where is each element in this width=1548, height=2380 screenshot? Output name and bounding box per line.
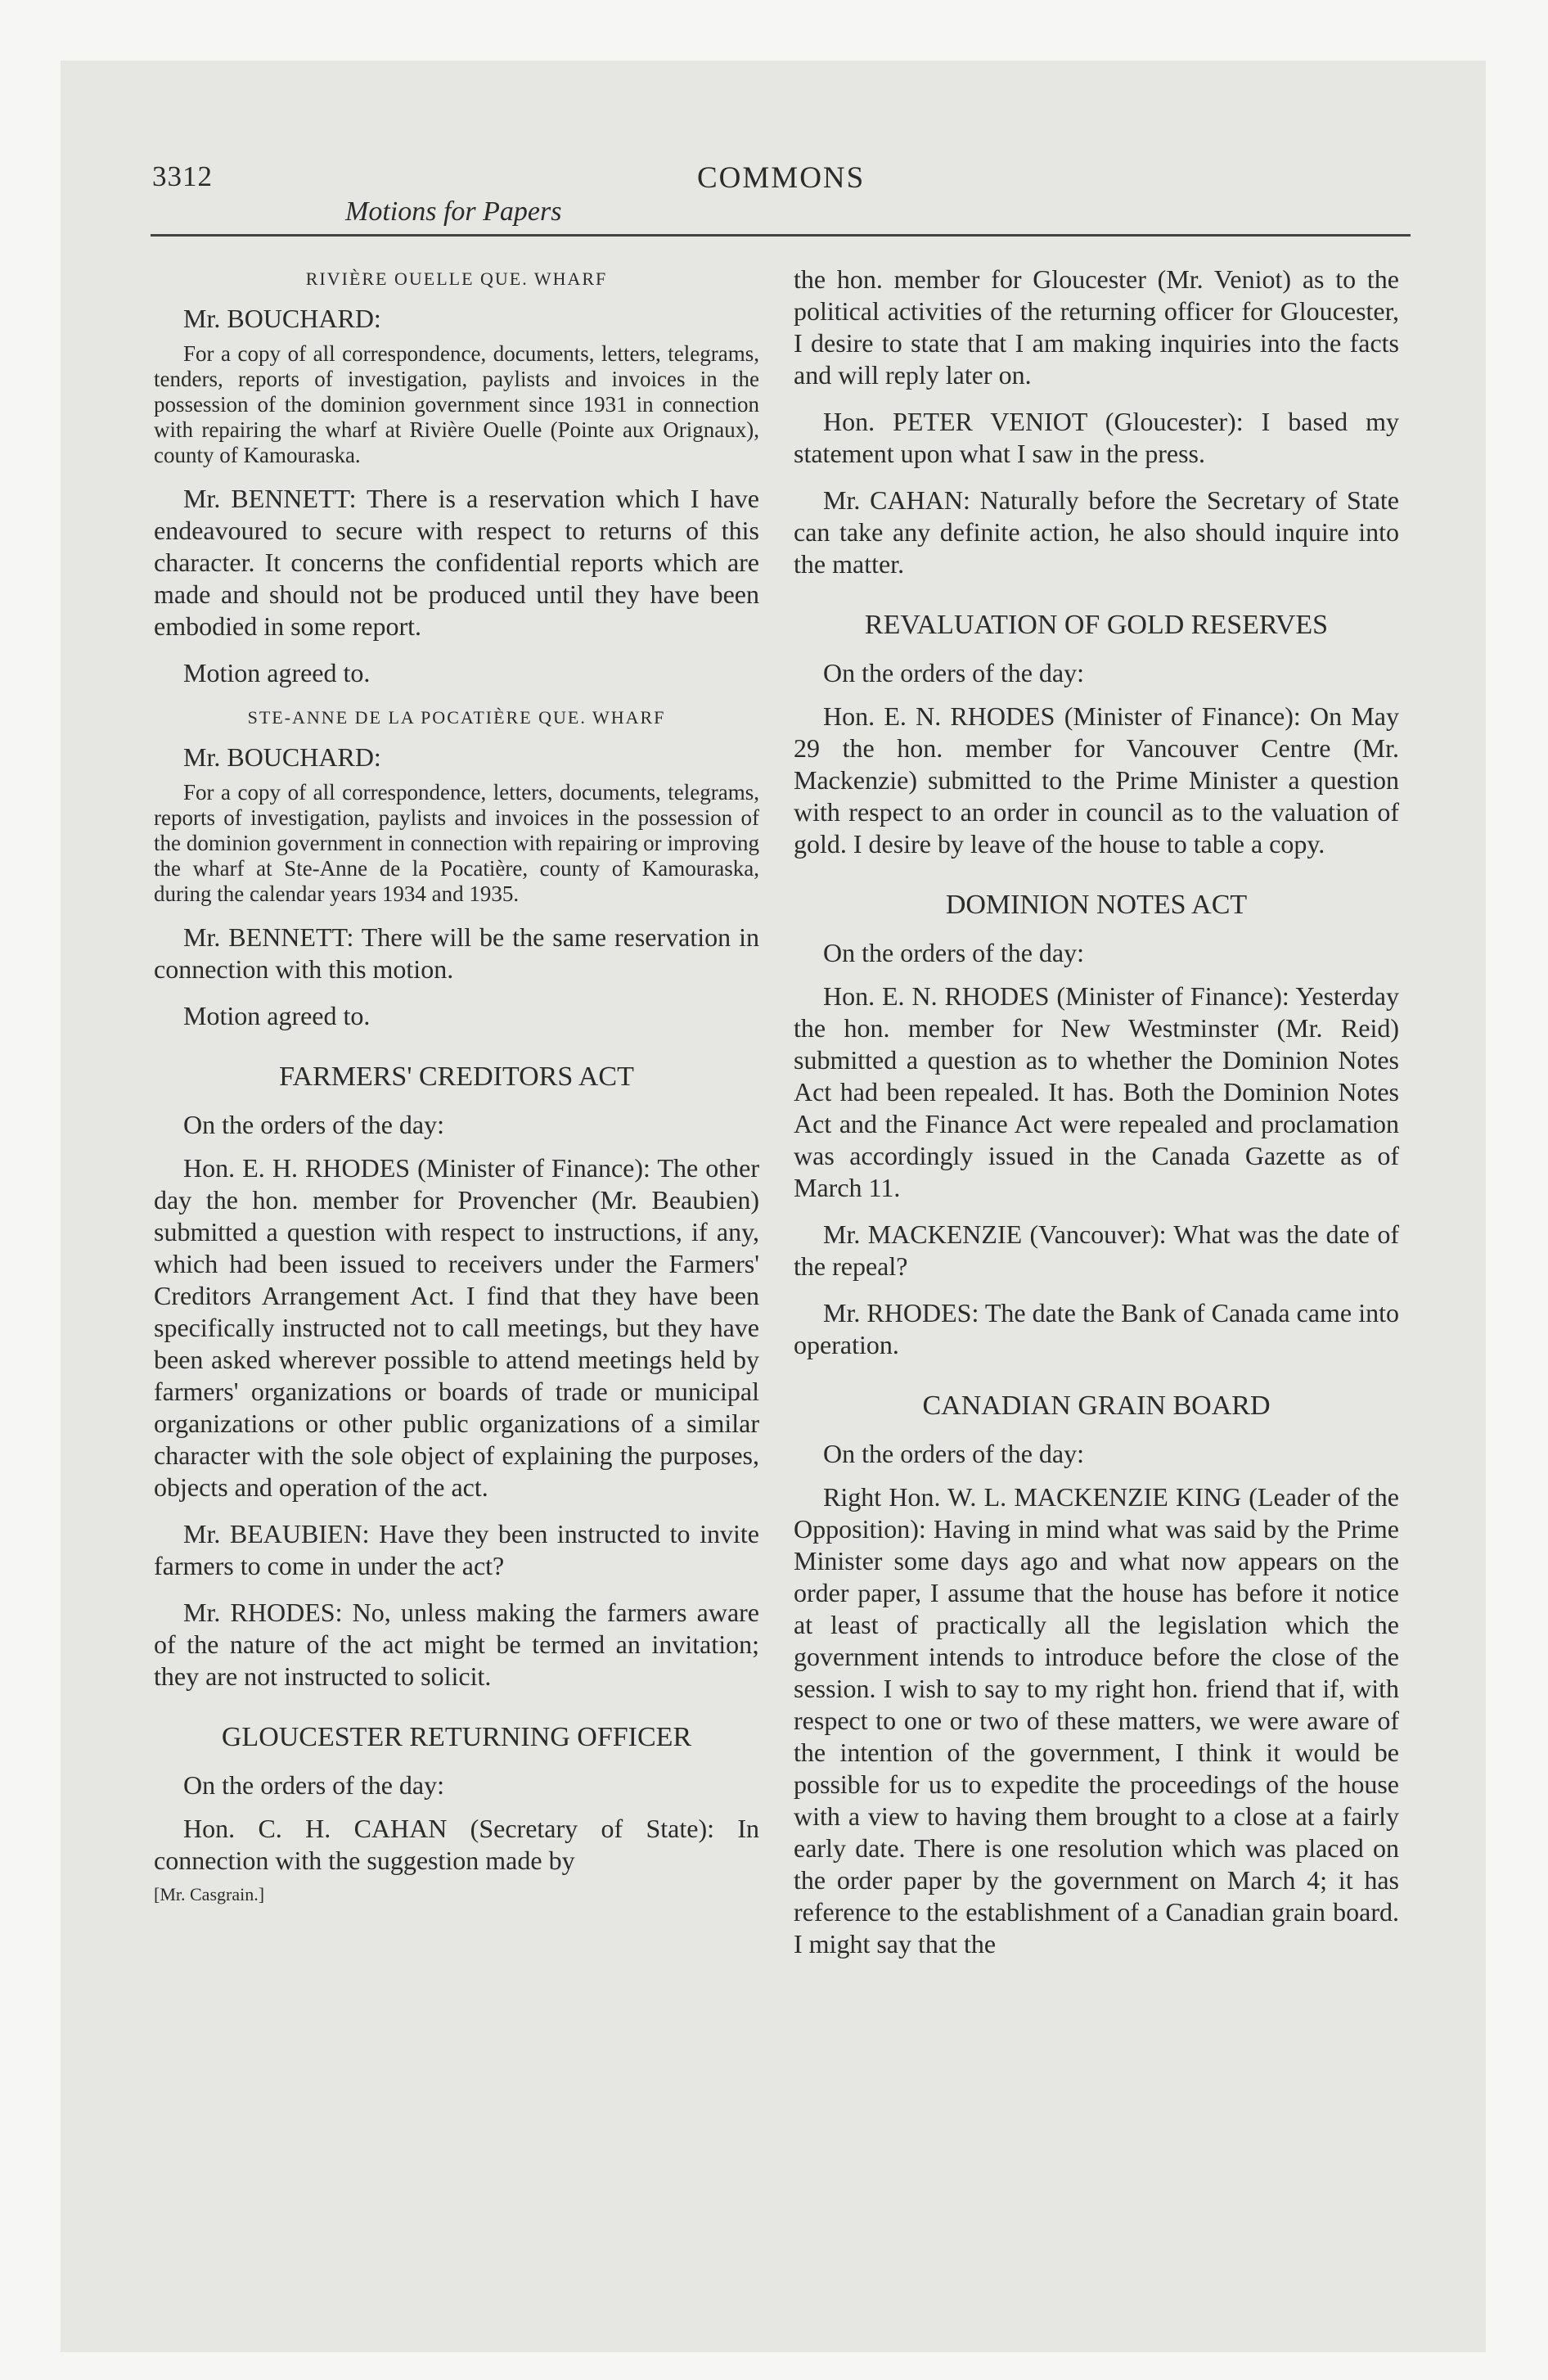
orders-of-day-2: On the orders of the day: [183, 1770, 445, 1800]
page-number: 3312 [152, 160, 213, 192]
paragraph-cahan-1: Hon. C. H. CAHAN (Secretary of State): In connection with the suggestion made by [154, 1814, 759, 1875]
speaker-bouchard-1: Mr. BOUCHARD: [183, 304, 381, 333]
right-column [794, 264, 1399, 1975]
section-heading-riviere-ouelle: RIVIÈRE OUELLE QUE. WHARF [305, 268, 608, 289]
paragraph-rhodes-notes: Hon. E. N. RHODES (Minister of Finance): Yesterday the hon. member for New Westminster (Mr. Reid) submitted a question as to whether the Dominion Notes Act had been repealed. It has. Both the Dominion Notes Act and the Finance Act were repealed and proclamation was accordingly issued in the Canada Gazette as of March 11. [794, 981, 1399, 1202]
paragraph-bennett-1: Mr. BENNETT: There is a reservation which I have endeavoured to secure with respect to returns of this character. It concerns the confidential reports which are made and should not be produced until they have been embodied in some report. [154, 484, 759, 641]
section-heading-farmers-creditors: FARMERS' CREDITORS ACT [279, 1062, 634, 1092]
paragraph-rhodes-reply: Mr. RHODES: No, unless making the farmers aware of the nature of the act might be termed an invitation; they are not instructed to solicit. [154, 1598, 759, 1691]
paragraph-beaubien: Mr. BEAUBIEN: Have they been instructed to invite farmers to come in under the act? [154, 1519, 759, 1580]
orders-of-day-5: On the orders of the day: [823, 1439, 1085, 1468]
motion-text-2: For a copy of all correspondence, letters, documents, telegrams, reports of investigation, paylists and invoices in the possession of the dominion government in connection with repairing or improving the wharf at Ste-Anne de la Pocatière, county of Kamouraska, during the calendar years 1934 and 1935. [154, 780, 759, 906]
paragraph-mackenzie-question: Mr. MACKENZIE (Vancouver): What was the date of the repeal? [794, 1219, 1399, 1281]
section-heading-gloucester: GLOUCESTER RETURNING OFFICER [221, 1722, 692, 1752]
orders-of-day-3: On the orders of the day: [823, 658, 1085, 687]
motion-agreed-2: Motion agreed to. [183, 1001, 371, 1030]
footer-speaker-note: [Mr. Casgrain.] [154, 1884, 265, 1904]
section-subtitle: Motions for Papers [345, 196, 562, 227]
section-heading-dominion-notes: DOMINION NOTES ACT [945, 890, 1248, 920]
section-heading-gold-reserves: REVALUATION OF GOLD RESERVES [864, 610, 1329, 640]
motion-agreed-1: Motion agreed to. [183, 658, 371, 687]
left-column [154, 264, 759, 1906]
paragraph-bennett-2: Mr. BENNETT: There will be the same reservation in connection with this motion. [154, 922, 759, 984]
motion-text-1: For a copy of all correspondence, documents, letters, telegrams, tenders, reports of investigation, paylists and invoices in the possession of the dominion government since 1931 in connection with repairing the wharf at Rivière Ouelle (Pointe aux Orignaux), county of Kamouraska. [154, 341, 759, 467]
orders-of-day-4: On the orders of the day: [823, 938, 1085, 967]
paragraph-rhodes-farmers: Hon. E. H. RHODES (Minister of Finance): The other day the hon. member for Provencher (Mr. Beaubien) submitted a question with respect to instructions, if any, which had been issued to receivers under the Farmers' Creditors Arrangement Act. I find that they have been specifically instructed not to call meetings, but they have been asked wherever possible to attend meetings held by farmers' organizations or boards of trade or municipal organizations or other public organizations of a similar character with the sole object of explaining the purposes, objects and operation of the act. [154, 1153, 759, 1502]
orders-of-day-1: On the orders of the day: [183, 1110, 445, 1139]
paragraph-cahan-continued: the hon. member for Gloucester (Mr. Veniot) as to the political activities of the returning officer for Gloucester, I desire to state that I am making inquiries into the facts and will reply later on. [794, 264, 1399, 390]
section-heading-ste-anne: STE-ANNE DE LA POCATIÈRE QUE. WHARF [247, 707, 666, 728]
paragraph-king: Right Hon. W. L. MACKENZIE KING (Leader of the Opposition): Having in mind what was said by the Prime Minister some days ago and what now appears on the order paper, I assume that the house has before it notice at least of practically all the legislation which the government intends to introduce before the close of the session. I wish to say to my right hon. friend that if, with respect to one or two of these matters, we were aware of the intention of the government, I think it would be possible for us to expedite the proceedings of the house with a view to having them brought to a close at a fairly early date. There is one resolution which was placed on the order paper by the government on March 4; it has reference to the establishment of a Canadian grain board. I might say that the [794, 1482, 1399, 1959]
section-heading-grain-board: CANADIAN GRAIN BOARD [922, 1391, 1271, 1421]
paragraph-rhodes-gold: Hon. E. N. RHODES (Minister of Finance): On May 29 the hon. member for Vancouver Centre (Mr. Mackenzie) submitted to the Prime Minister a question with respect to an order in council as to the valuation of gold. I desire by leave of the house to table a copy. [794, 701, 1399, 859]
paragraph-cahan-2: Mr. CAHAN: Naturally before the Secretary of State can take any definite action, he also should inquire into the matter. [794, 485, 1399, 579]
paragraph-rhodes-answer: Mr. RHODES: The date the Bank of Canada came into operation. [794, 1298, 1399, 1359]
speaker-bouchard-2: Mr. BOUCHARD: [183, 742, 381, 772]
page-title: COMMONS [697, 161, 866, 195]
paragraph-veniot: Hon. PETER VENIOT (Gloucester): I based my statement upon what I saw in the press. [794, 407, 1399, 468]
header-rule [151, 234, 1411, 237]
